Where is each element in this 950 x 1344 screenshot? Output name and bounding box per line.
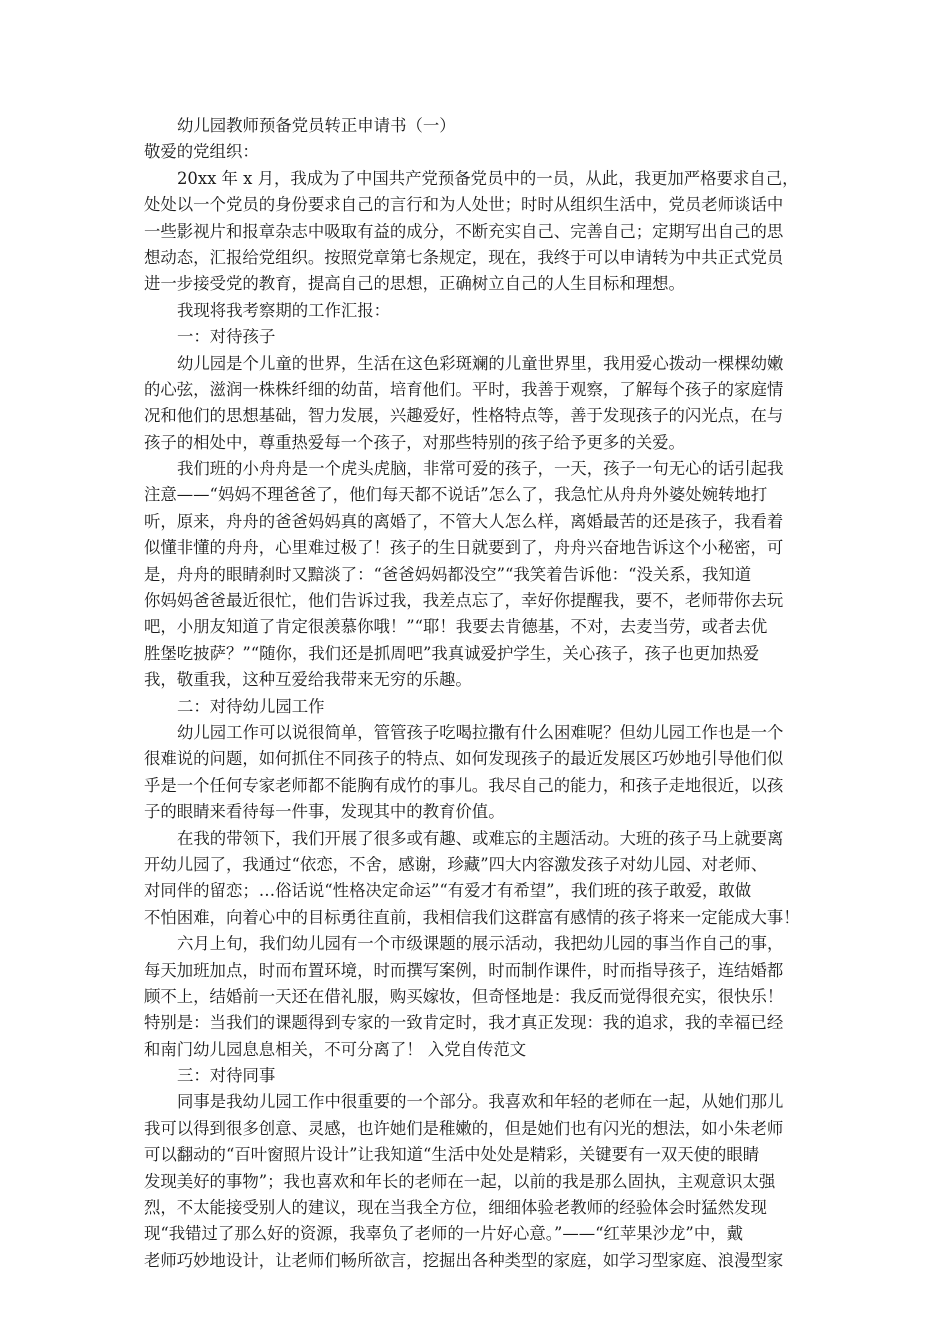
- paragraph-line: 一：对待孩子: [177, 327, 276, 347]
- paragraph-line: 我现将我考察期的工作汇报：: [177, 300, 391, 320]
- paragraph-line: 老师巧妙地设计，让老师们畅所欲言，挖掘出各种类型的家庭，如学习型家庭、浪漫型家: [144, 1250, 784, 1270]
- paragraph-line: 胜堡吃披萨？”“随你，我们还是抓周吧”我真诚爱护学生，关心孩子，孩子也更加热爱: [144, 643, 760, 663]
- paragraph-line: 我可以得到很多创意、灵感，也许她们是稚嫩的，但是她们也有闪光的想法，如小朱老师: [144, 1118, 784, 1138]
- paragraph: [144, 1063, 809, 1089]
- paragraph-line: 发现美好的事物”；我也喜欢和年长的老师在一起，以前的我是那么固执，主观意识太强: [144, 1171, 776, 1191]
- paragraph: [144, 324, 809, 350]
- paragraph-line: 乎是一个任何专家老师都不能胸有成竹的事儿。我尽自己的能力，和孩子走地很近，以孩: [144, 775, 784, 795]
- paragraph: [144, 351, 809, 457]
- paragraph-line: 顾不上，结婚前一天还在借礼服，购买嫁妆，但奇怪地是：我反而觉得很充实，很快乐！: [144, 986, 784, 1006]
- paragraph-line: 幼儿园是个儿童的世界，生活在这色彩斑斓的儿童世界里，我用爱心拨动一棵棵幼嫩: [177, 353, 784, 373]
- paragraph-line: 孩子的相处中，尊重热爱每一个孩子，对那些特别的孩子给予更多的关爱。: [144, 432, 685, 452]
- paragraph: [144, 1089, 809, 1274]
- paragraph-line: 现“我错过了那么好的资源，我辜负了老师的一片好心意。”——“红苹果沙龙”中，戴: [144, 1224, 743, 1244]
- paragraph-line: 每天加班加点，时而布置环境，时而撰写案例，时而制作课件，时而指导孩子，连结婚都: [144, 960, 784, 980]
- paragraph-line: 特别是：当我们的课题得到专家的一致肯定时，我才真正发现：我的追求，我的幸福已经: [144, 1013, 784, 1033]
- paragraph-line: 对同伴的留恋；…俗话说“性格决定命运”“有爱才有希望”，我们班的孩子敢爱，敢做: [144, 881, 752, 901]
- paragraph-line: 我，敬重我，这种互爱给我带来无穷的乐趣。: [144, 670, 472, 690]
- paragraph: [144, 456, 809, 694]
- paragraph-line: 我们班的小舟舟是一个虎头虎脑，非常可爱的孩子，一天，孩子一句无心的话引起我: [177, 459, 784, 479]
- paragraph-line: 六月上旬，我们幼儿园有一个市级课题的展示活动，我把幼儿园的事当作自己的事，: [177, 934, 784, 954]
- paragraph-line: 的心弦，滋润一株株纤细的幼苗，培育他们。平时，我善于观察，了解每个孩子的家庭情: [144, 379, 784, 399]
- paragraph-line: 同事是我幼儿园工作中很重要的一个部分。我喜欢和年轻的老师在一起，从她们那儿: [177, 1092, 784, 1112]
- paragraph-line: 幼儿园工作可以说很简单，管管孩子吃喝拉撒有什么困难呢？但幼儿园工作也是一个: [177, 722, 784, 742]
- paragraph-line: 在我的带领下，我们开展了很多或有趣、或难忘的主题活动。大班的孩子马上就要离: [177, 828, 784, 848]
- paragraph: [144, 166, 809, 298]
- document-body: [144, 113, 809, 1274]
- paragraph-line: 可以翻动的“百叶窗照片设计”让我知道“生活中处处是精彩，关键要有一双天使的眼睛: [144, 1145, 760, 1165]
- paragraph-line: 三：对待同事: [177, 1066, 276, 1086]
- salutation: 敬爱的党组织：: [144, 142, 259, 162]
- paragraph: [144, 694, 809, 720]
- paragraph: [144, 720, 809, 826]
- paragraph-line-text: 和南门幼儿园息息相关，不可分离了！: [144, 1039, 428, 1059]
- paragraph-line: 不怕困难，向着心中的目标勇往直前，我相信我们这群富有感情的孩子将来一定能成大事！: [144, 907, 800, 927]
- paragraph-line: 子的眼睛来看待每一件事，发现其中的教育价值。: [144, 802, 505, 822]
- paragraph-list: [144, 166, 809, 1274]
- paragraph-line: 吧，小朋友知道了肯定很羡慕你哦！”“耶！我要去肯德基，不对，去麦当劳，或者去优: [144, 617, 768, 637]
- paragraph-line: 况和他们的思想基础，智力发展，兴趣爱好，性格特点等，善于发现孩子的闪光点，在与: [144, 406, 784, 426]
- paragraph-line: 二：对待幼儿园工作: [177, 696, 325, 716]
- paragraph: [144, 298, 809, 324]
- paragraph-line: 一些影视片和报章杂志中吸取有益的成分，不断充实自己、完善自己；定期写出自己的思: [144, 221, 784, 241]
- paragraph-line: 处处以一个党员的身份要求自己的言行和为人处世；时时从组织生活中，党员老师谈话中: [144, 195, 784, 215]
- paragraph-line: 很难说的问题，如何抓住不同孩子的特点、如何发现孩子的最近发展区巧妙地引导他们似: [144, 749, 784, 769]
- paragraph: [144, 826, 809, 932]
- paragraph-line: 烈，不太能接受别人的建议，现在当我全方位，细细体验老教师的经验体会时猛然发现: [144, 1198, 767, 1218]
- paragraph-line: 似懂非懂的舟舟，心里难过极了！孩子的生日就要到了，舟舟兴奋地告诉这个小秘密，可: [144, 538, 784, 558]
- paragraph-line: 你妈妈爸爸最近很忙，他们告诉过我，我差点忘了，幸好你提醒我，要不，老师带你去玩: [144, 591, 784, 611]
- paragraph-line: 进一步接受党的教育，提高自己的思想，正确树立自己的人生目标和理想。: [144, 274, 685, 294]
- paragraph-line: 听，原来，舟舟的爸爸妈妈真的离婚了，不管大人怎么样，离婚最苦的还是孩子，我看着: [144, 511, 784, 531]
- paragraph-line: 想动态，汇报给党组织。按照党章第七条规定，现在，我终于可以申请转为中共正式党员: [144, 247, 784, 267]
- related-article-link[interactable]: 入党自传范文: [427, 1039, 527, 1059]
- paragraph: [144, 931, 809, 1063]
- paragraph-line: 20xx 年 x 月，我成为了中国共产党预备党员中的一员，从此，我更加严格要求自己，: [177, 168, 799, 188]
- paragraph-line: 开幼儿园了，我通过“依恋，不舍，感谢，珍藏”四大内容激发孩子对幼儿园、对老师、: [144, 854, 768, 874]
- paragraph-line: 注意——“妈妈不理爸爸了，他们每天都不说话”怎么了，我急忙从舟舟外婆处婉转地打: [144, 485, 768, 505]
- paragraph-line: [144, 1037, 809, 1063]
- paragraph-line: 是，舟舟的眼睛刹时又黯淡了：“爸爸妈妈都没空”“我笑着告诉他：“没关系，我知道: [144, 564, 752, 584]
- document-title: 幼儿园教师预备党员转正申请书（一）: [177, 116, 456, 135]
